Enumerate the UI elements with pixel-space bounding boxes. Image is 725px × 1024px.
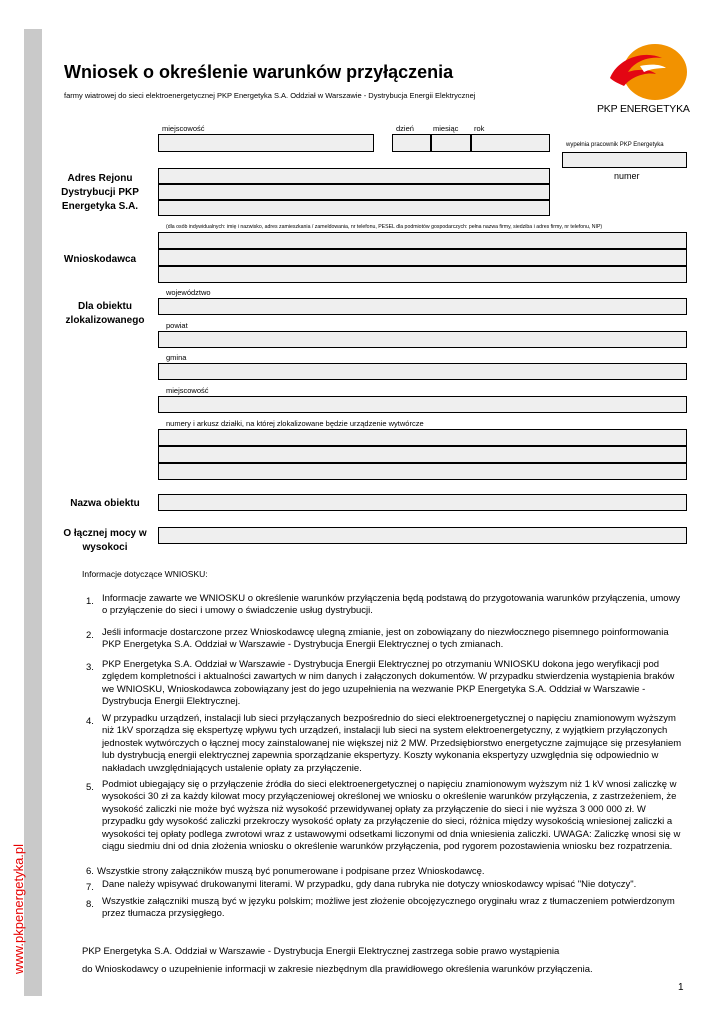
- commune-label: gmina: [166, 353, 187, 362]
- applicant-line-1[interactable]: [158, 232, 687, 249]
- info-item-text: Podmiot ubiegający się o przyłączenie źródła do sieci elektroenergetycznej o napięciu znamionowym wyższym niż 1 kV wnosi zaliczkę w wysokości 30 zł za każdy kilowat mocy przyłączeniowej określonej we wniosku o określenie warunków przyłączenia, z zastrzeżeniem, że wysokość zaliczki nie może być wyższa niż wysokość przewidywanej opłaty za przyłączenie do sieci i nie wyższa 3 000 000 zł. W przypadku gdy wysokość zaliczki przekroczy wysokość opłaty za przyłączenie do sieci, różnica między wysokością wniesionej zaliczki a wysokości tej opłaty podlega zwrotowi wraz z ustawowymi odsetkami liczonymi od dnia wniesienia zaliczki. UWAGA: Zaliczkę wnosi się w ciągu siedmiu dni od dnia złożenia wniosku o określenie warunków przyłączenia, pod rygorem pozostawienia wniosku bez rozpatrzenia.: [102, 779, 681, 853]
- applicant-line-2[interactable]: [158, 249, 687, 266]
- info-item-number: 4.: [86, 716, 94, 727]
- voivodeship-label: województwo: [166, 288, 211, 297]
- year-field[interactable]: [471, 134, 550, 152]
- number-field[interactable]: [562, 152, 687, 168]
- county-field[interactable]: [158, 331, 687, 348]
- day-field[interactable]: [392, 134, 431, 152]
- staff-note: wypełnia pracownik PKP Energetyka: [566, 142, 664, 148]
- locality-field[interactable]: [158, 396, 687, 413]
- info-item-text: Informacje zawarte we WNIOSKU o określenie warunków przyłączenia będą podstawą do przygotowania warunków przyłączenia, umowy o przyłączenie do sieci i umowy o świadczenie usług dystrybucji.: [102, 593, 681, 617]
- month-label: miesiąc: [433, 124, 459, 133]
- plot-line-1[interactable]: [158, 429, 687, 446]
- locality-label: miejscowość: [166, 386, 209, 395]
- month-field[interactable]: [431, 134, 471, 152]
- page-subtitle: farmy wiatrowej do sieci elektroenergetycznej PKP Energetyka S.A. Oddział w Warszawie - Dystrybucja Energii Elektrycznej: [64, 91, 476, 100]
- applicant-label: Wnioskodawca: [63, 254, 137, 265]
- info-item-number: 1.: [86, 596, 94, 607]
- info-item-text: Dane należy wpisywać drukowanymi literami. W przypadku, gdy dana rubryka nie dotyczy wnioskodawcy wpisać "Nie dotyczy".: [102, 879, 637, 890]
- info-item-number: 7.: [86, 882, 94, 893]
- page-number: 1: [678, 982, 684, 993]
- district-address-label: Adres Rejonu Dystrybucji PKP Energetyka S.A.: [61, 173, 139, 212]
- number-label: numer: [614, 171, 640, 181]
- year-label: rok: [474, 124, 485, 133]
- info-item-text: Wszystkie strony załączników muszą być ponumerowane i podpisane przez Wnioskodawcę.: [97, 866, 485, 877]
- website-url[interactable]: www.pkpenergetyka.pl: [11, 843, 26, 975]
- pkp-energetyka-logo-icon: [600, 42, 690, 102]
- info-item-number: 6.: [86, 866, 94, 877]
- info-heading: Informacje dotyczące WNIOSKU:: [82, 569, 208, 579]
- info-item-number: 2.: [86, 630, 94, 641]
- info-item-text: PKP Energetyka S.A. Oddział w Warszawie - Dystrybucja Energii Elektrycznej po otrzymaniu WNIOSKU dokona jego weryfikacji pod zględem kompletności i aktualności zawartych w nim danych i załączonych dokumentów. W przypadku stwierdzenia wystąpienia braków we WNIOSKU, Wnioskodawca zobowiązany jest do jego uzupełnienia na wezwanie PKP Energetyka S.A. Oddział w Warszawie -Dystrybucja Energii Elektrycznej.: [102, 659, 675, 708]
- object-name-field[interactable]: [158, 494, 687, 511]
- total-power-label: O łącznej mocy w wysokoci: [63, 528, 147, 553]
- total-power-field[interactable]: [158, 527, 687, 544]
- voivodeship-field[interactable]: [158, 298, 687, 315]
- object-name-label: Nazwa obiektu: [70, 498, 140, 509]
- info-item-number: 5.: [86, 782, 94, 793]
- footer-line-2: do Wnioskodawcy o uzupełnienie informacji w zakresie niezbędnym dla prawidłowego określenia warunków przyłączenia.: [82, 964, 593, 975]
- info-item-text: W przypadku urządzeń, instalacji lub sieci przyłączanych bezpośrednio do sieci elektroenergetycznej o napięciu znamionowym wyższym niż 1kV sporządza się ekspertyzę wpływu tych urządzeń, instalacji lub sieci na system elektroenergetyczny, z wyjątkiem przyłączonych jednostek wytwórczych o łącznej mocy zainstalowanej nie większej niż 2 MW. Przedsiębiorstwo energetyczne zajmujące się przesyłaniem lub dystrybucją energii elektrycznej zapewnia sporządzanie ekspertyzy. Koszty wykonania ekspertyzy uzwględnia się odpowiednio w nakładach uwzględniających ustalenie opłaty za przyłączenie.: [102, 713, 682, 774]
- place-label: miejscowość: [162, 124, 205, 133]
- applicant-note: (dla osób indywidualnych: imię i nazwisko, adres zamieszkania / zameldowania, nr telefonu, PESEL dla podmiotów gospodarczych: pełna nazwa firmy, siedziba i adres firmy, nr telefonu, NIP): [166, 224, 603, 230]
- county-label: powiat: [166, 321, 188, 330]
- plot-label: numery i arkusz działki, na której zlokalizowane będzie urządzenie wytwórcze: [166, 419, 424, 428]
- district-address-line-3[interactable]: [158, 200, 550, 216]
- district-address-line-2[interactable]: [158, 184, 550, 200]
- info-item-text: Jeśli informacje dostarczone przez Wnioskodawcę ulegną zmianie, jest on zobowiązany do niezwłocznego pisemnego poinformowania PKP Energetyka S.A. Oddział w Warszawie - Dystrybucja Energii Elektrycznej o tych zmianach.: [102, 627, 669, 651]
- info-item-text: Wszystkie załączniki muszą być w języku polskim; możliwe jest złożenie obcojęzycznego oryginału wraz z tłumaczeniem potwierdzonym przez tłumacza przysięgłego.: [102, 896, 675, 920]
- object-location-label: Dla obiektu zlokalizowanego: [65, 301, 145, 326]
- plot-line-2[interactable]: [158, 446, 687, 463]
- commune-field[interactable]: [158, 363, 687, 380]
- info-item-number: 3.: [86, 662, 94, 673]
- logo-wordmark: PKP ENERGETYKA: [597, 103, 690, 115]
- district-address-line-1[interactable]: [158, 168, 550, 184]
- place-field[interactable]: [158, 134, 374, 152]
- page-title: Wniosek o określenie warunków przyłączenia: [64, 62, 454, 82]
- info-item-number: 8.: [86, 899, 94, 910]
- footer-line-1: PKP Energetyka S.A. Oddział w Warszawie - Dystrybucja Energii Elektrycznej zastrzega sobie prawo wystąpienia: [82, 946, 560, 957]
- plot-line-3[interactable]: [158, 463, 687, 480]
- applicant-line-3[interactable]: [158, 266, 687, 283]
- day-label: dzień: [396, 124, 414, 133]
